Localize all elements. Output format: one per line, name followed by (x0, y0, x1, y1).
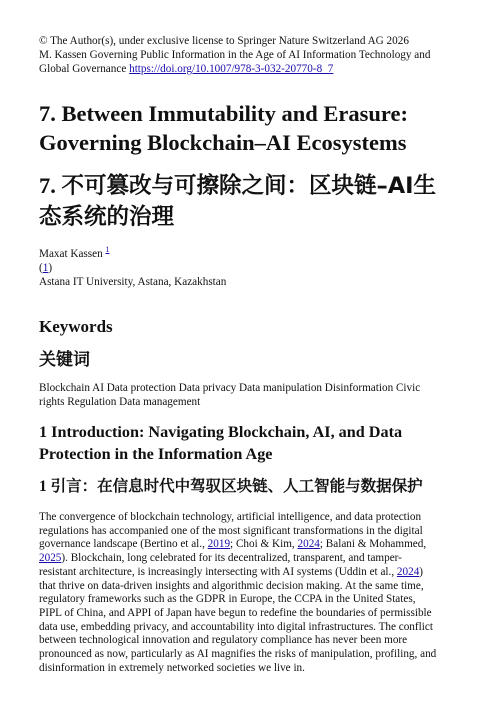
chapter-title-chinese-line1 (39, 170, 469, 202)
chapter-title-english-line1: 7. Between Immutability and Erasure: (39, 101, 408, 126)
chapter-title-chinese-text: 不可篡改与可擦除之间：区块链–AI生 (61, 173, 437, 199)
affiliation-institution: Astana IT University, Astana, Kazakhstan (39, 276, 227, 288)
paragraph-line: The convergence of blockchain technology, artificial intelligence, and data protection (39, 511, 422, 523)
affiliation-ref-line: (1) (39, 262, 53, 274)
paragraph-line: regulatory frameworks such as the GDPR in Europe, the CCPA in the United States, (39, 593, 416, 606)
affiliation-ref-link[interactable]: 1 (42, 262, 49, 274)
section-heading-english (39, 421, 469, 465)
author-block (39, 247, 469, 289)
chapter-title-chinese-line2: 态系统的治理 (39, 204, 175, 230)
book-citation-line-2 (39, 62, 469, 76)
paragraph-line: 2025). Blockchain, long celebrated for its decentralized, transparent, and tamper- (39, 552, 402, 565)
paragraph-line: that thrive on data-driven insights and algorithmic decision making. At the same time, (39, 579, 424, 592)
section-heading-english-line1: 1 Introduction: Navigating Blockchain, AI, and Data (39, 423, 403, 441)
chapter-title-english-line2: Governing Blockchain–AI Ecosystems (39, 130, 407, 155)
citation-link[interactable]: 2024 (396, 565, 420, 578)
keywords-heading-english: Keywords (39, 317, 113, 336)
section-number: 1 (39, 478, 51, 495)
keywords-list-line1: Blockchain AI Data protection Data privacy Data manipulation Disinformation Civic (39, 382, 421, 394)
keywords-list-line2: rights Regulation Data management (39, 396, 201, 408)
author-line (39, 247, 469, 261)
keywords-heading-chinese: 关键词 (39, 350, 90, 370)
paragraph-line: governance landscape (Bertino et al., 2019; Choi & Kim, 2024; Balani & Mohammed, (39, 538, 427, 551)
paragraph-line: data use, embedding privacy, and accountability into digital infrastructures. The conflict (39, 620, 433, 633)
citation-link[interactable]: 2019 (207, 538, 231, 551)
section-heading-chinese-text: 引言：在信息时代中驾驭区块链、人工智能与数据保护 (50, 477, 423, 495)
author-name: Maxat Kassen (39, 248, 106, 260)
section-heading-chinese (39, 475, 469, 498)
chapter-title-english (39, 99, 469, 157)
keywords-list (39, 381, 469, 409)
document-page (39, 34, 469, 675)
citation-link[interactable]: 2025 (39, 552, 62, 565)
paragraph-line: resistant architecture, is increasingly intersecting with AI systems (Uddin et al., 2024) (39, 565, 424, 578)
paragraph-line: between technological innovation and regulatory compliance has never been more (39, 634, 408, 647)
citation-link[interactable]: 2024 (297, 538, 320, 551)
paragraph-line: pronounced as now, particularly as AI magnifies the risks of manipulation, profiling, and (39, 648, 437, 661)
introduction-paragraph (39, 511, 469, 675)
doi-link[interactable]: https://doi.org/10.1007/978-3-032-20770-8_7 (129, 63, 334, 75)
section-heading-english-line2: Protection in the Information Age (39, 445, 273, 463)
chapter-title-chinese (39, 170, 469, 233)
book-citation-line: M. Kassen Governing Public Information in the Age of AI Information Technology and (39, 49, 431, 61)
author-affiliation-sup-link[interactable]: 1 (105, 245, 110, 254)
book-series-text: Global Governance (39, 63, 130, 75)
copyright-notice: © The Author(s), under exclusive license to Springer Nature Switzerland AG 2026 (39, 35, 409, 47)
chapter-number: 7. (39, 173, 62, 198)
publication-header (39, 34, 469, 76)
paragraph-line: disinformation in extremely networked societies we live in. (39, 661, 305, 674)
paragraph-line: regulations has accompanied one of the most significant transformations in the digital (39, 524, 423, 537)
paragraph-line: PIPL of China, and APPI of Japan have begun to redefine the boundaries of permissible (39, 606, 432, 619)
